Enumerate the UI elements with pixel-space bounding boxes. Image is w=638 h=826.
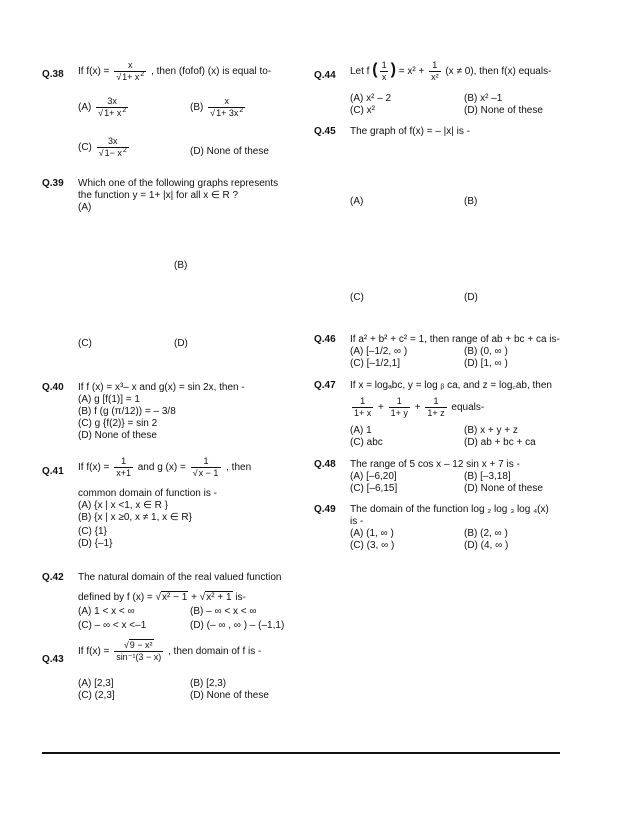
q49-option-d: (D) (4, ∞ ): [464, 540, 509, 551]
q41-stem-pre: If f(x) =: [78, 462, 110, 474]
q40-stem: If f (x) = x³– x and g(x) = sin 2x, then -: [78, 382, 245, 393]
q44-option-a: (A) x² – 2: [350, 93, 392, 104]
q43-stem: If f(x) = $\frac{\text{√9 − x²}}{\text{sin⁻¹(3 − x)}}$ , then domain of f is -: [78, 640, 262, 662]
q42-line2-post: is-: [235, 592, 246, 603]
q41-option-b: (B) {x | x ≥0, x ≠ 1, x ∈ R}: [78, 512, 192, 523]
q49-line2: is -: [350, 516, 364, 527]
q46-number: Q.46: [314, 334, 336, 345]
q38-b-den: 1+ 3x: [216, 108, 239, 118]
q44-number: Q.44: [314, 70, 336, 81]
q41-number: Q.41: [42, 466, 64, 477]
q47-number: Q.47: [314, 380, 336, 391]
q44-stem-pre: Let f: [350, 66, 370, 78]
q39-option-b: (B): [174, 260, 188, 271]
q40-option-c: (C) g {f(2)} = sin 2: [78, 418, 158, 429]
q42-number: Q.42: [42, 572, 64, 583]
q40-option-b: (B) f (g (π/12)) = – 3/8: [78, 406, 176, 417]
q41-option-d: (D) {–1}: [78, 538, 113, 549]
q49-stem: The domain of the function log ₂ log ₃ log ₄(x): [350, 504, 549, 515]
q44-frac-den: x²: [431, 72, 439, 82]
q44-eq: = x² +: [398, 66, 425, 78]
q47-f1-den: 1+ x: [354, 408, 372, 418]
q48-option-a: (A) [–6,20]: [350, 471, 397, 482]
q44-inner-num: 1: [381, 60, 387, 70]
q44-stem: Let f ( $\frac{1}{x}$ ) = x² + $\frac{1}{\text{x²}}$ (x ≠ 0), then f(x) equals-: [350, 60, 552, 82]
q38-option-b: (B) $\frac{x}{√1+ 3x^2}$: [190, 96, 244, 118]
q46-option-d: (D) [1, ∞ ): [464, 358, 508, 369]
q43-stem-pre: If f(x) =: [78, 646, 110, 658]
q48-option-b: (B) [–3,18]: [464, 471, 511, 482]
q40-option-d: (D) None of these: [78, 430, 157, 441]
q43-option-d: (D) None of these: [190, 690, 269, 701]
q44-stem-post: (x ≠ 0), then f(x) equals-: [445, 66, 552, 78]
q47-f2-num: 1: [396, 396, 402, 406]
q42-line2-pre: defined by f (x) =: [78, 592, 153, 603]
q47-plus-1: +: [378, 402, 384, 414]
q41-stem: If f(x) = $\frac{1}{x+1}$ and g (x) = $\frac{1}{√x - 1}$ , then: [78, 456, 252, 478]
q49-option-a: (A) (1, ∞ ): [350, 528, 394, 539]
q42-line2: defined by f (x) = √x² − 1 + √x² + 1 is-: [78, 592, 246, 603]
q38-b-num: x: [224, 96, 229, 106]
q39-line2: the function y = 1+ |x| for all x ∈ R ?: [78, 190, 239, 201]
q47-option-b: (B) x + y + z: [464, 425, 518, 436]
q38-fraction: $\frac{x}{√1+ x^2}$: [116, 60, 145, 82]
q42-option-d: (D) (– ∞ , ∞ ) – (–1,1): [190, 620, 285, 631]
q41-f-num: 1: [121, 456, 127, 466]
q47-option-d: (D) ab + bc + ca: [464, 437, 536, 448]
q38-c-num: 3x: [107, 136, 118, 146]
q41-option-a: (A) {x | x <1, x ∈ R }: [78, 500, 168, 511]
q47-option-a: (A) 1: [350, 425, 372, 436]
q39-number: Q.39: [42, 178, 64, 189]
q48-number: Q.48: [314, 459, 336, 470]
q49-number: Q.49: [314, 504, 336, 515]
q44-option-d: (D) None of these: [464, 105, 543, 116]
q47-f2-den: 1+ y: [390, 408, 408, 418]
q44-frac-num: 1: [432, 60, 438, 70]
q41-option-c: (C) {1}: [78, 526, 107, 537]
q47-f3-den: 1+ z: [427, 408, 445, 418]
q41-g-den: x − 1: [198, 468, 219, 478]
q43-number: Q.43: [42, 654, 64, 665]
q38-frac-num: x: [128, 60, 133, 70]
q48-option-d: (D) None of these: [464, 483, 543, 494]
q47-tail: equals-: [451, 402, 485, 414]
q43-stem-post: , then domain of f is -: [167, 646, 262, 658]
q42-option-b: (B) – ∞ < x < ∞: [190, 606, 257, 617]
q38-a-den: 1+ x: [104, 108, 122, 118]
q43-option-c: (C) (2,3]: [78, 690, 115, 701]
q46-option-b: (B) (0, ∞ ): [464, 346, 508, 357]
q41-g-num: 1: [203, 456, 209, 466]
q38-c-den: 1− x: [104, 148, 122, 158]
q43-frac-num: 9 − x²: [129, 640, 153, 650]
q47-option-c: (C) abc: [350, 437, 383, 448]
q39-line1: Which one of the following graphs represents: [78, 178, 279, 189]
q39-option-a: (A): [78, 202, 92, 213]
q45-option-b: (B): [464, 196, 478, 207]
q38-stem-post: , then (fofof) (x) is equal to-: [151, 66, 272, 78]
q38-option-d: (D) None of these: [190, 146, 269, 157]
q42-line1: The natural domain of the real valued function: [78, 572, 282, 583]
q49-option-c: (C) (3, ∞ ): [350, 540, 395, 551]
q38-a-num: 3x: [107, 96, 117, 106]
q42-radical-1: x² − 1: [162, 592, 188, 603]
q49-option-b: (B) (2, ∞ ): [464, 528, 508, 539]
q45-number: Q.45: [314, 126, 336, 137]
q38-number: Q.38: [42, 69, 64, 80]
q41-f-den: x+1: [116, 468, 131, 478]
q42-option-a: (A) 1 < x < ∞: [78, 606, 135, 617]
q38-stem: [78, 60, 271, 83]
q38-frac-den: 1+ x: [122, 72, 140, 82]
q43-frac-den: sin⁻¹(3 − x): [116, 652, 162, 662]
q47-stem: If x = logₐbc, y = log ᵦ ca, and z = log꜀ab, then: [350, 380, 552, 391]
q47-expression: [350, 396, 484, 419]
q40-option-a: (A) g [f(1)] = 1: [78, 394, 140, 405]
q45-option-c: (C): [350, 292, 364, 303]
q46-option-c: (C) [–1/2,1]: [350, 358, 401, 369]
q38-stem-pre: If f(x) =: [78, 66, 110, 78]
q43-option-b: (B) [2,3): [190, 678, 227, 689]
q48-option-c: (C) [–6,15]: [350, 483, 398, 494]
q42-radical-2: x² + 1: [206, 592, 232, 603]
q47-plus-2: +: [414, 402, 421, 414]
q46-option-a: (A) [–1/2, ∞ ): [350, 346, 408, 357]
q48-stem: The range of 5 cos x – 12 sin x + 7 is -: [350, 459, 520, 470]
q38-a-label: (A): [78, 102, 92, 114]
q45-stem: The graph of f(x) = – |x| is -: [350, 126, 470, 137]
q39-option-c: (C): [78, 338, 92, 349]
q43-option-a: (A) [2,3]: [78, 678, 114, 689]
q46-stem: If a² + b² + c² = 1, then range of ab + bc + ca is-: [350, 334, 560, 345]
q40-number: Q.40: [42, 382, 64, 393]
q47-f3-num: 1: [433, 396, 439, 406]
q45-option-a: (A): [350, 196, 364, 207]
q44-inner-den: x: [381, 72, 387, 82]
q41-stem-mid: and g (x) =: [137, 462, 186, 474]
q44-option-c: (C) x²: [350, 105, 375, 116]
q39-option-d: (D): [174, 338, 188, 349]
q42-option-c: (C) – ∞ < x <–1: [78, 620, 147, 631]
q47-f1-num: 1: [360, 396, 366, 406]
q44-option-b: (B) x² –1: [464, 93, 503, 104]
q41-line2: common domain of function is -: [78, 488, 217, 499]
q42-plus: +: [191, 592, 197, 603]
q38-c-label: (C): [78, 142, 92, 154]
q38-option-c: (C) $\frac{3x}{√1- x^2}$: [78, 136, 127, 158]
q38-option-a: (A) $\frac{3x}{√1+ x^2}$: [78, 96, 127, 118]
q41-stem-post: , then: [226, 462, 252, 474]
q38-b-label: (B): [190, 102, 204, 114]
footer-divider: [42, 752, 560, 754]
q45-option-d: (D): [464, 292, 478, 303]
